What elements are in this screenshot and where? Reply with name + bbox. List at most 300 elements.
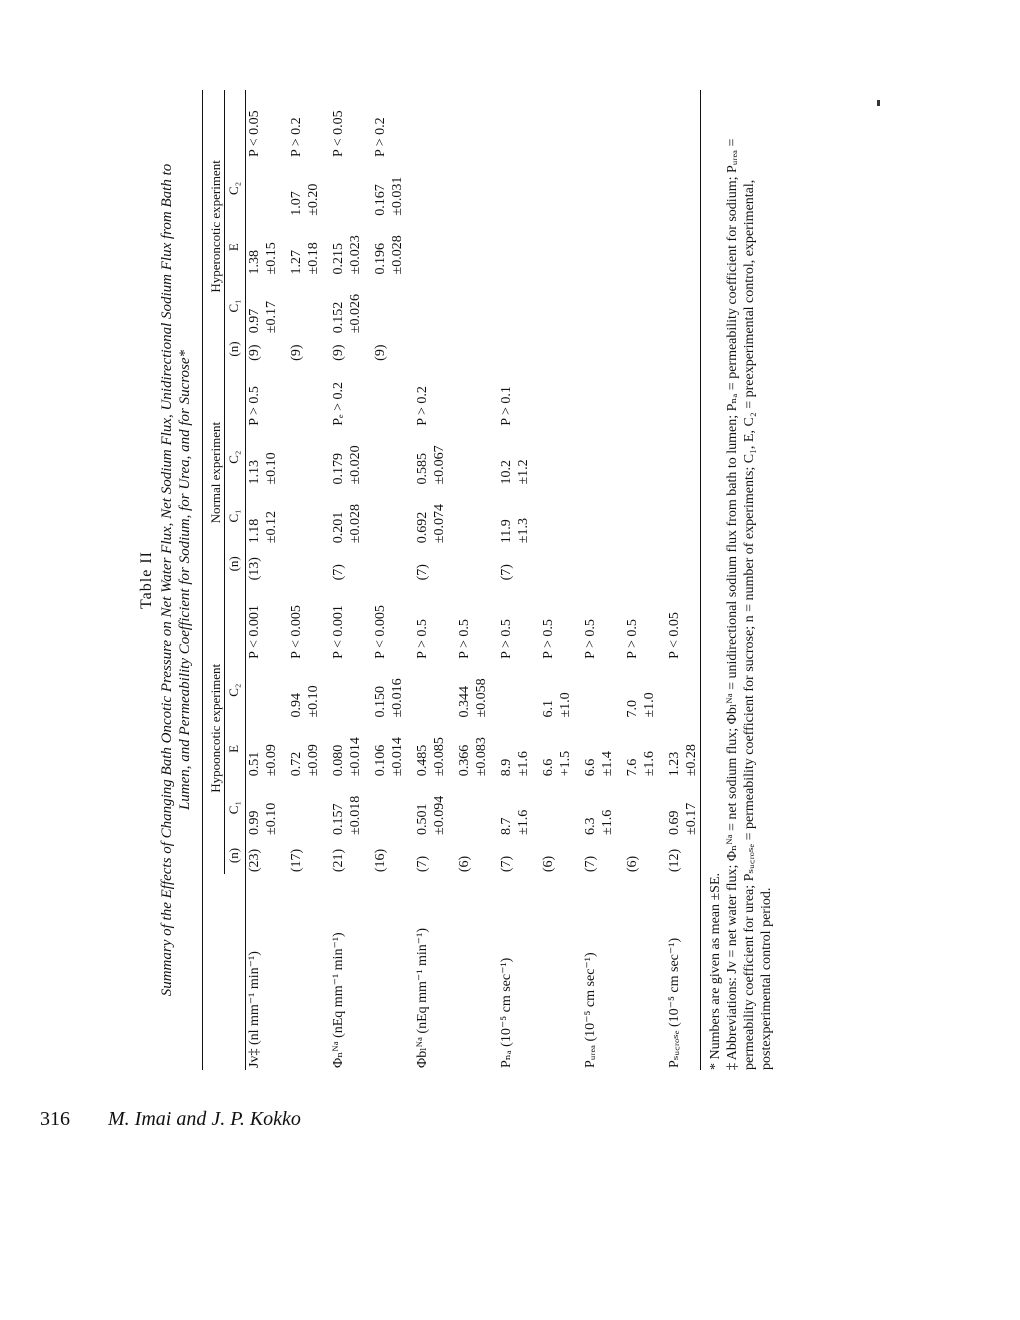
subheader-hyper-3: C₂ <box>225 159 246 218</box>
subheader-normal-1: C₁ <box>225 487 246 546</box>
table-cell: 0.150 <box>373 686 388 718</box>
table-cell <box>431 159 448 218</box>
table-row <box>246 90 264 1070</box>
table-cell: ±0.067 <box>432 445 447 485</box>
table-cell <box>658 159 683 218</box>
table-cell: ±1.2 <box>516 459 531 485</box>
table-cell <box>490 661 515 720</box>
subheader-hypo-1: C₁ <box>225 778 246 837</box>
table-cell <box>574 545 599 582</box>
table-cell <box>515 661 532 720</box>
subheader-hyper-0: (n) <box>225 335 246 363</box>
table-cell: 0.157 <box>331 803 346 835</box>
table-cell <box>280 778 305 837</box>
table-cell: 10.2 <box>499 460 514 485</box>
table-cell <box>263 335 280 363</box>
table-row <box>515 90 532 1070</box>
table-cell: ±0.15 <box>264 242 279 275</box>
table-cell <box>641 335 658 363</box>
table-cell <box>599 661 616 720</box>
table-cell: 0.72 <box>289 751 304 777</box>
table-cell: ±0.10 <box>264 802 279 835</box>
table-cell <box>557 487 574 546</box>
table-cell <box>347 661 364 720</box>
table-cell <box>683 661 701 720</box>
table-cell: ±0.094 <box>432 795 447 835</box>
table-cell <box>658 90 683 159</box>
table-cell <box>473 428 490 487</box>
table-cell: 1.38 <box>247 249 262 275</box>
table-cell: (9) <box>247 344 262 361</box>
table-title: Table II <box>138 551 155 609</box>
subheader-normal-2: C₂ <box>225 428 246 487</box>
table-cell <box>431 218 448 277</box>
table-cell <box>246 661 264 720</box>
table-cell <box>599 90 616 159</box>
table-cell <box>431 582 448 660</box>
table-cell: 1.27 <box>289 249 304 275</box>
table-cell: ±0.018 <box>348 795 363 835</box>
table-cell <box>347 837 364 874</box>
row-label <box>557 874 574 1070</box>
row-label <box>263 874 280 1070</box>
table-cell <box>280 428 305 487</box>
table-cell: P < 0.005 <box>289 605 304 659</box>
table-cell <box>305 487 322 546</box>
table-cell <box>322 661 347 720</box>
table-cell <box>658 428 683 487</box>
table-cell <box>532 276 557 335</box>
table-cell <box>389 363 406 428</box>
table-cell <box>599 363 616 428</box>
table-cell <box>641 778 658 837</box>
row-label <box>641 874 658 1070</box>
row-label: Pₛᵤ꜀ᵣₒₛₑ (10⁻⁵ cm sec⁻¹) <box>667 937 682 1068</box>
table-cell <box>305 276 322 335</box>
table-cell <box>263 545 280 582</box>
table-cell <box>616 545 641 582</box>
table-cell <box>473 487 490 546</box>
table-cell <box>641 363 658 428</box>
table-row <box>599 90 616 1070</box>
table-cell: ±0.074 <box>432 504 447 544</box>
table-cell: ±0.085 <box>432 737 447 777</box>
table-cell <box>599 582 616 660</box>
table-cell <box>406 661 431 720</box>
table-cell <box>448 90 473 159</box>
table-cell: 0.196 <box>373 242 388 275</box>
table-cell <box>448 218 473 277</box>
table-cell <box>532 335 557 363</box>
table-cell: (7) <box>415 855 430 873</box>
table-cell: 7.0 <box>625 700 640 718</box>
table-cell <box>616 335 641 363</box>
table-row <box>263 90 280 1070</box>
row-label <box>431 874 448 1070</box>
table-cell <box>515 363 532 428</box>
table-cell: 0.501 <box>415 803 430 835</box>
subheader-hypo-0: (n) <box>225 837 246 874</box>
table-cell <box>532 363 557 428</box>
table-cell: P > 0.5 <box>625 619 640 659</box>
row-label <box>473 874 490 1070</box>
table-cell <box>641 837 658 874</box>
table-cell: 1.23 <box>667 751 682 777</box>
table-cell <box>616 428 641 487</box>
table-cell: 0.201 <box>331 511 346 544</box>
table-cell <box>473 218 490 277</box>
table-row <box>389 90 406 1070</box>
table-cell <box>347 363 364 428</box>
table-cell <box>574 276 599 335</box>
subheader-hypo-2: E <box>225 720 246 779</box>
table-cell <box>448 428 473 487</box>
table-cell: 0.080 <box>331 744 346 777</box>
group-hyperoncotic: Hyperoncotic experiment <box>203 90 225 363</box>
row-label <box>448 874 473 1070</box>
table-cell: P > 0.5 <box>541 619 556 659</box>
table-cell <box>364 487 389 546</box>
table-cell <box>364 363 389 428</box>
table-cell: (6) <box>541 855 556 873</box>
table-cell: ±0.09 <box>306 744 321 777</box>
row-label <box>616 874 641 1070</box>
row-label <box>532 874 557 1070</box>
table-cell: ±0.10 <box>264 452 279 485</box>
table-cell: ±0.028 <box>390 235 405 275</box>
table-cell <box>473 582 490 660</box>
table-cell <box>557 837 574 874</box>
table-row <box>347 90 364 1070</box>
table-cell <box>263 661 280 720</box>
table-cell <box>431 545 448 582</box>
table-cell <box>641 218 658 277</box>
table-cell: 0.215 <box>331 242 346 275</box>
table-cell: +1.5 <box>558 750 573 777</box>
table-cell <box>347 90 364 159</box>
data-table <box>202 90 701 1070</box>
table-cell: P > 0.5 <box>499 619 514 659</box>
table-cell: P > 0.5 <box>247 386 262 426</box>
row-label <box>389 874 406 1070</box>
table-cell: (7) <box>331 564 346 581</box>
table-cell <box>532 545 557 582</box>
table-cell <box>305 363 322 428</box>
table-cell: 1.13 <box>247 460 262 485</box>
table-cell <box>263 363 280 428</box>
table-cell: P < 0.001 <box>331 605 346 659</box>
table-cell <box>616 276 641 335</box>
table-row <box>616 90 641 1070</box>
table-cell <box>280 545 305 582</box>
table-cell: 8.9 <box>499 758 514 777</box>
subheader-normal-0: (n) <box>225 545 246 582</box>
table-row <box>557 90 574 1070</box>
table-cell: (7) <box>583 855 598 873</box>
table-cell <box>515 582 532 660</box>
table-cell: P < 0.005 <box>373 605 388 659</box>
running-header: M. Imai and J. P. Kokko <box>108 1108 301 1130</box>
table-cell: 0.69 <box>667 810 682 835</box>
table-cell: 0.485 <box>415 744 430 777</box>
row-label: Φbₗᴺᵃ (nEq mm⁻¹ min⁻¹) <box>415 927 430 1068</box>
table-cell: (6) <box>625 855 640 873</box>
table-cell <box>574 218 599 277</box>
table-cell <box>406 218 431 277</box>
table-cell: ±0.17 <box>684 802 699 835</box>
table-cell: ±1.0 <box>558 692 573 718</box>
table-cell <box>616 778 641 837</box>
table-cell: ±0.020 <box>348 445 363 485</box>
table-cell: 0.97 <box>247 308 262 334</box>
subheader-blank <box>225 874 246 1070</box>
table-cell: 0.152 <box>331 301 346 334</box>
table-cell <box>490 159 515 218</box>
table-cell <box>683 218 701 277</box>
table-cell <box>532 778 557 837</box>
table-cell <box>406 90 431 159</box>
table-row <box>641 90 658 1070</box>
table-cell <box>473 837 490 874</box>
table-cell <box>431 661 448 720</box>
table-cell: 1.18 <box>247 518 262 544</box>
table-cell: P > 0.2 <box>415 386 430 426</box>
row-label <box>280 874 305 1070</box>
table-cell: P > 0.2 <box>373 117 388 158</box>
table-cell <box>473 159 490 218</box>
table-cell: P < 0.05 <box>331 110 346 158</box>
table-cell <box>448 276 473 335</box>
table-cell: (21) <box>331 848 346 873</box>
table-cell: ±0.028 <box>348 504 363 544</box>
footnotes <box>707 90 775 1070</box>
table-cell: P > 0.5 <box>583 619 598 659</box>
table-cell <box>263 159 280 218</box>
table-cell: (9) <box>373 344 388 361</box>
table-cell: 0.366 <box>457 744 472 777</box>
table-cell <box>574 159 599 218</box>
table-cell <box>322 159 347 218</box>
table-row <box>406 90 431 1070</box>
table-cell <box>616 487 641 546</box>
table-cell <box>280 487 305 546</box>
table-cell: Pₑ > 0.2 <box>331 382 346 426</box>
table-cell: ±0.28 <box>684 744 699 777</box>
subheader-hyper-4 <box>225 90 246 159</box>
table-cell <box>473 778 490 837</box>
table-cell <box>683 837 701 874</box>
page-number: 316 <box>40 1108 70 1130</box>
table-cell <box>490 90 515 159</box>
table-cell: 6.6 <box>541 758 556 777</box>
subheader-normal-3 <box>225 363 246 428</box>
row-label <box>364 874 389 1070</box>
table-cell <box>683 276 701 335</box>
table-cell: 7.6 <box>625 758 640 777</box>
table-cell <box>389 778 406 837</box>
table-cell <box>574 363 599 428</box>
table-cell <box>557 335 574 363</box>
table-cell: P < 0.05 <box>247 110 262 158</box>
table-cell <box>448 487 473 546</box>
table-cell <box>683 545 701 582</box>
table-cell <box>557 276 574 335</box>
table-cell: (13) <box>247 557 262 581</box>
table-cell <box>431 335 448 363</box>
table-cell: P > 0.1 <box>499 386 514 426</box>
table-cell <box>431 90 448 159</box>
table-cell: 0.106 <box>373 744 388 777</box>
table-cell <box>263 90 280 159</box>
table-cell <box>616 159 641 218</box>
table-cell: P > 0.5 <box>457 619 472 659</box>
table-cell: (7) <box>415 564 430 581</box>
table-cell <box>305 837 322 874</box>
table-cell <box>305 545 322 582</box>
table-cell <box>473 335 490 363</box>
table-cell <box>683 363 701 428</box>
table-cell <box>263 582 280 660</box>
table-cell <box>641 428 658 487</box>
table-cell <box>389 545 406 582</box>
table-cell: ±1.6 <box>600 809 615 835</box>
table-cell <box>658 487 683 546</box>
table-cell <box>599 159 616 218</box>
table-cell <box>305 778 322 837</box>
table-cell <box>389 428 406 487</box>
table-cell <box>431 837 448 874</box>
table-cell <box>448 335 473 363</box>
table-cell <box>683 487 701 546</box>
table-cell <box>658 335 683 363</box>
table-row <box>658 90 683 1070</box>
table-cell <box>389 335 406 363</box>
table-cell: ±0.10 <box>306 685 321 718</box>
table-cell <box>641 159 658 218</box>
table-cell <box>658 545 683 582</box>
table-row <box>364 90 389 1070</box>
table-cell <box>599 487 616 546</box>
group-hypooncotic: Hypooncotic experiment <box>203 582 225 874</box>
table-bottom-rule <box>701 90 702 1070</box>
table-cell <box>683 582 701 660</box>
table-cell <box>515 837 532 874</box>
table-caption: Summary of the Effects of Changing Bath Oncotic Pressure on Net Water Flux, Net Sodium Flux, Unidirectional Sodium Flux from Bath to Lumen, and Permeability Coefficient for Sodium, for Urea, and for Sucrose* <box>159 163 193 997</box>
row-label: Jv‡ (nl mm⁻¹ min⁻¹) <box>247 951 262 1068</box>
table-row <box>305 90 322 1070</box>
table-cell: ±1.3 <box>516 518 531 544</box>
table-cell <box>305 582 322 660</box>
table-cell <box>658 276 683 335</box>
table-cell <box>431 363 448 428</box>
table-cell: P > 0.5 <box>415 619 430 659</box>
table-cell <box>305 428 322 487</box>
subheader-hyper-1: C₁ <box>225 276 246 335</box>
table-cell <box>641 487 658 546</box>
table-cell <box>599 335 616 363</box>
table-cell <box>448 545 473 582</box>
footnote-1: * Numbers are given as mean ±SE. <box>708 872 723 1070</box>
table-cell: ±1.6 <box>516 751 531 777</box>
table-row <box>490 90 515 1070</box>
table-cell: 0.179 <box>331 453 346 485</box>
table-cell <box>389 90 406 159</box>
table-cell: 6.1 <box>541 700 556 718</box>
table-cell <box>683 90 701 159</box>
table-cell <box>515 545 532 582</box>
footnote-2: ‡ Abbreviations: Jv = net water flux; Φₙᴺᵃ = net sodium flux; Φbₗᴺᵃ = unidirectional sodium flux from bath to lumen; Pₙₐ = permeability coefficient for sodium; Pᵤᵣₑₐ = permeability coefficient for urea; Pₛᵤ꜀ᵣₒₛₑ = permeability coefficient for sucrose; n = number of experiments; C₁, E, C₂ = preexperimental control, experimental, postexperimental control period. <box>725 138 774 1070</box>
row-label <box>515 874 532 1070</box>
table-cell <box>364 276 389 335</box>
table-cell <box>532 218 557 277</box>
table-cell: 0.94 <box>289 693 304 718</box>
subheader-hypo-3: C₂ <box>225 661 246 720</box>
table-cell <box>406 159 431 218</box>
table-cell: P < 0.05 <box>667 612 682 659</box>
table-cell <box>263 837 280 874</box>
table-row <box>683 90 701 1070</box>
table-cell <box>683 159 701 218</box>
table-cell <box>246 159 264 218</box>
table-cell: (12) <box>667 848 682 873</box>
table-cell <box>557 363 574 428</box>
table-cell <box>364 545 389 582</box>
table-cell <box>473 276 490 335</box>
table-cell: ±1.0 <box>642 692 657 718</box>
table-cell <box>574 428 599 487</box>
table-cell: (16) <box>373 848 388 873</box>
table-cell <box>347 159 364 218</box>
table-cell: (17) <box>289 848 304 873</box>
table-cell <box>347 335 364 363</box>
table-cell: ±0.18 <box>306 242 321 275</box>
table-cell <box>431 276 448 335</box>
table-cell <box>641 276 658 335</box>
table-cell <box>406 335 431 363</box>
table-cell: 0.51 <box>247 751 262 777</box>
table-cell <box>347 582 364 660</box>
table-cell <box>364 428 389 487</box>
table-cell <box>557 90 574 159</box>
table-cell <box>515 276 532 335</box>
table-cell <box>683 335 701 363</box>
subheader-hypo-4 <box>225 582 246 660</box>
table-cell <box>641 582 658 660</box>
table-cell <box>658 363 683 428</box>
table-cell <box>599 545 616 582</box>
row-label <box>599 874 616 1070</box>
row-label: Φₙᴺᵃ (nEq mm⁻¹ min⁻¹) <box>331 932 346 1068</box>
table-cell <box>658 661 683 720</box>
table-cell: 1.07 <box>289 191 304 216</box>
table-cell: (7) <box>499 855 514 873</box>
table-row <box>574 90 599 1070</box>
table-row <box>431 90 448 1070</box>
table-cell <box>599 428 616 487</box>
table-cell: (6) <box>457 855 472 873</box>
table-cell: 0.167 <box>373 184 388 216</box>
table-cell: P < 0.001 <box>247 605 262 659</box>
table-cell: (9) <box>331 344 346 361</box>
table-cell <box>574 487 599 546</box>
table-cell <box>574 335 599 363</box>
table-cell <box>448 159 473 218</box>
table-cell: 0.99 <box>247 810 262 835</box>
table-cell <box>280 276 305 335</box>
table-cell <box>599 218 616 277</box>
table-cell <box>641 545 658 582</box>
table-row <box>473 90 490 1070</box>
